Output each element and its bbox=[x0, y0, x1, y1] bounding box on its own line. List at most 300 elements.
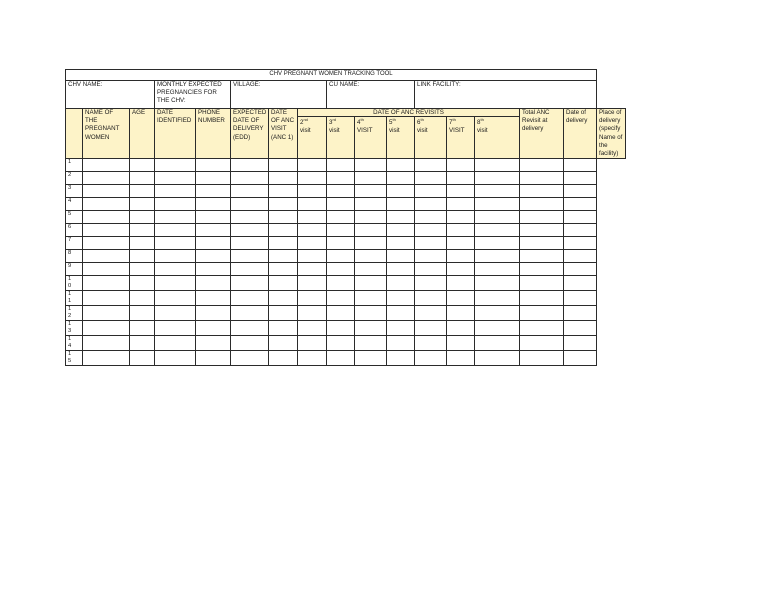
monthly-expected-field[interactable]: MONTHLY EXPECTED PREGNANCIES FOR THE CHV: bbox=[155, 81, 231, 109]
table-cell[interactable] bbox=[564, 159, 597, 172]
table-cell[interactable] bbox=[415, 237, 447, 250]
table-cell[interactable] bbox=[475, 263, 520, 276]
table-cell[interactable] bbox=[231, 336, 269, 351]
table-cell[interactable] bbox=[327, 291, 355, 306]
visit-word: visit bbox=[329, 127, 340, 135]
table-cell[interactable] bbox=[298, 159, 327, 172]
table-cell[interactable] bbox=[447, 263, 475, 276]
table-cell[interactable] bbox=[475, 198, 520, 211]
table-cell[interactable] bbox=[327, 321, 355, 336]
header-row-number bbox=[66, 109, 83, 159]
table-cell[interactable] bbox=[447, 185, 475, 198]
visit-ordinal: th bbox=[480, 116, 484, 122]
table-cell[interactable] bbox=[130, 224, 155, 237]
table-cell[interactable] bbox=[447, 321, 475, 336]
table-cell[interactable] bbox=[298, 263, 327, 276]
table-cell[interactable] bbox=[564, 237, 597, 250]
row-number: 1 3 bbox=[66, 321, 83, 336]
table-cell[interactable] bbox=[231, 185, 269, 198]
table-cell[interactable] bbox=[83, 351, 130, 366]
table-cell[interactable] bbox=[387, 336, 415, 351]
table-cell[interactable] bbox=[130, 336, 155, 351]
table-cell[interactable] bbox=[415, 172, 447, 185]
table-cell[interactable] bbox=[269, 321, 298, 336]
row-number: 1 bbox=[66, 159, 83, 172]
table-cell[interactable] bbox=[475, 159, 520, 172]
table-cell[interactable] bbox=[415, 250, 447, 263]
table-cell[interactable] bbox=[475, 336, 520, 351]
table-cell[interactable] bbox=[327, 198, 355, 211]
table-cell[interactable] bbox=[155, 211, 196, 224]
visit-ordinal: rd bbox=[332, 116, 337, 122]
table-cell[interactable] bbox=[155, 291, 196, 306]
header-visit-8 bbox=[475, 117, 520, 159]
table-cell[interactable] bbox=[387, 351, 415, 366]
table-cell[interactable] bbox=[355, 224, 387, 237]
table-cell[interactable] bbox=[327, 336, 355, 351]
table-cell[interactable] bbox=[83, 336, 130, 351]
visit-word: VISIT bbox=[449, 127, 465, 135]
table-cell[interactable] bbox=[447, 224, 475, 237]
table-cell[interactable] bbox=[447, 211, 475, 224]
table-cell[interactable] bbox=[327, 276, 355, 291]
table-cell[interactable] bbox=[327, 224, 355, 237]
table-cell[interactable] bbox=[155, 185, 196, 198]
table-cell[interactable] bbox=[520, 159, 564, 172]
row-number: 1 2 bbox=[66, 306, 83, 321]
table-cell[interactable] bbox=[475, 250, 520, 263]
table-cell[interactable] bbox=[155, 276, 196, 291]
table-cell[interactable] bbox=[387, 291, 415, 306]
table-cell[interactable] bbox=[475, 237, 520, 250]
table-cell[interactable] bbox=[327, 237, 355, 250]
table-cell[interactable] bbox=[355, 276, 387, 291]
table-row bbox=[66, 185, 626, 198]
table-cell[interactable] bbox=[231, 276, 269, 291]
table-cell[interactable] bbox=[520, 172, 564, 185]
table-cell[interactable] bbox=[564, 351, 597, 366]
table-cell[interactable] bbox=[83, 250, 130, 263]
table-cell[interactable] bbox=[327, 306, 355, 321]
table-cell[interactable] bbox=[520, 321, 564, 336]
table-cell[interactable] bbox=[475, 211, 520, 224]
table-cell[interactable] bbox=[415, 263, 447, 276]
row-number: 3 bbox=[66, 185, 83, 198]
table-cell[interactable] bbox=[355, 336, 387, 351]
table-cell[interactable] bbox=[520, 198, 564, 211]
table-cell[interactable] bbox=[269, 276, 298, 291]
table-cell[interactable] bbox=[196, 321, 231, 336]
table-cell[interactable] bbox=[387, 198, 415, 211]
table-cell[interactable] bbox=[155, 306, 196, 321]
table-cell[interactable] bbox=[387, 250, 415, 263]
table-cell[interactable] bbox=[298, 291, 327, 306]
table-cell[interactable] bbox=[447, 250, 475, 263]
table-cell[interactable] bbox=[387, 159, 415, 172]
table-cell[interactable] bbox=[564, 336, 597, 351]
row-number: 2 bbox=[66, 172, 83, 185]
visit-ordinal: th bbox=[452, 116, 456, 122]
table-cell[interactable] bbox=[155, 172, 196, 185]
table-cell[interactable] bbox=[196, 291, 231, 306]
table-row bbox=[66, 306, 626, 321]
table-cell[interactable] bbox=[298, 198, 327, 211]
header-visit-3 bbox=[327, 117, 355, 159]
table-cell[interactable] bbox=[564, 291, 597, 306]
table-cell[interactable] bbox=[327, 263, 355, 276]
table-cell[interactable] bbox=[355, 172, 387, 185]
visit-word: visit bbox=[300, 127, 311, 135]
table-cell[interactable] bbox=[269, 291, 298, 306]
visit-number: 5 bbox=[389, 119, 393, 127]
visit-ordinal: nd bbox=[303, 116, 308, 122]
chv-name-field[interactable]: CHV NAME: bbox=[66, 81, 155, 109]
table-cell[interactable] bbox=[196, 211, 231, 224]
row-number: 1 5 bbox=[66, 351, 83, 366]
table-cell[interactable] bbox=[564, 211, 597, 224]
link-facility-field[interactable]: LINK FACILITY: bbox=[415, 81, 597, 109]
table-row bbox=[66, 211, 626, 224]
table-cell[interactable] bbox=[231, 250, 269, 263]
header-age: AGE bbox=[130, 109, 155, 159]
table-cell[interactable] bbox=[415, 198, 447, 211]
table-cell[interactable] bbox=[520, 291, 564, 306]
table-cell[interactable] bbox=[155, 237, 196, 250]
table-cell[interactable] bbox=[231, 224, 269, 237]
table-cell[interactable] bbox=[83, 185, 130, 198]
table-cell[interactable] bbox=[269, 172, 298, 185]
header-place-delivery: Place of delivery (specify Name of the facility) bbox=[597, 109, 626, 159]
table-cell[interactable] bbox=[130, 198, 155, 211]
table-cell[interactable] bbox=[447, 159, 475, 172]
table-cell[interactable] bbox=[196, 224, 231, 237]
table-row bbox=[66, 263, 626, 276]
table-cell[interactable] bbox=[83, 172, 130, 185]
table-cell[interactable] bbox=[564, 321, 597, 336]
table-cell[interactable] bbox=[475, 306, 520, 321]
table-cell[interactable] bbox=[155, 336, 196, 351]
table-cell[interactable] bbox=[196, 263, 231, 276]
table-row bbox=[66, 250, 626, 263]
header-date-delivery: Date of delivery bbox=[564, 109, 597, 159]
table-cell[interactable] bbox=[415, 336, 447, 351]
table-cell[interactable] bbox=[387, 172, 415, 185]
table-cell[interactable] bbox=[130, 276, 155, 291]
table-cell[interactable] bbox=[520, 237, 564, 250]
table-cell[interactable] bbox=[130, 172, 155, 185]
table-cell[interactable] bbox=[269, 185, 298, 198]
row-number: 8 bbox=[66, 250, 83, 263]
table-cell[interactable] bbox=[447, 172, 475, 185]
sheet-title: CHV PREGNANT WOMEN TRACKING TOOL bbox=[66, 70, 597, 81]
table-cell[interactable] bbox=[387, 263, 415, 276]
row-number: 6 bbox=[66, 224, 83, 237]
table-row bbox=[66, 172, 626, 185]
table-row bbox=[66, 159, 626, 172]
table-cell[interactable] bbox=[415, 291, 447, 306]
table-row bbox=[66, 351, 626, 366]
table-cell[interactable] bbox=[355, 198, 387, 211]
table-cell[interactable] bbox=[475, 291, 520, 306]
table-cell[interactable] bbox=[355, 291, 387, 306]
row-number: 1 1 bbox=[66, 291, 83, 306]
visit-word: visit bbox=[417, 127, 428, 135]
table-cell[interactable] bbox=[155, 159, 196, 172]
table-cell[interactable] bbox=[415, 159, 447, 172]
table-cell[interactable] bbox=[447, 336, 475, 351]
table-cell[interactable] bbox=[355, 237, 387, 250]
table-cell[interactable] bbox=[298, 351, 327, 366]
row-number: 1 0 bbox=[66, 276, 83, 291]
table-row bbox=[66, 291, 626, 306]
table-cell[interactable] bbox=[130, 211, 155, 224]
table-cell[interactable] bbox=[83, 276, 130, 291]
table-cell[interactable] bbox=[155, 224, 196, 237]
table-cell[interactable] bbox=[520, 306, 564, 321]
table-cell[interactable] bbox=[564, 224, 597, 237]
table-cell[interactable] bbox=[387, 306, 415, 321]
table-cell[interactable] bbox=[564, 276, 597, 291]
table-cell[interactable] bbox=[415, 276, 447, 291]
village-field[interactable]: VILLAGE: bbox=[231, 81, 327, 109]
cu-name-field[interactable]: CU NAME: bbox=[327, 81, 415, 109]
table-cell[interactable] bbox=[355, 351, 387, 366]
visit-number: 7 bbox=[449, 119, 453, 127]
table-cell[interactable] bbox=[475, 185, 520, 198]
table-cell[interactable] bbox=[196, 351, 231, 366]
table-cell[interactable] bbox=[269, 237, 298, 250]
table-cell[interactable] bbox=[83, 237, 130, 250]
table-cell[interactable] bbox=[355, 211, 387, 224]
table-cell[interactable] bbox=[298, 237, 327, 250]
tracking-sheet bbox=[65, 69, 626, 366]
table-cell[interactable] bbox=[298, 306, 327, 321]
table-cell[interactable] bbox=[387, 211, 415, 224]
table-cell[interactable] bbox=[231, 306, 269, 321]
table-cell[interactable] bbox=[130, 159, 155, 172]
table-cell[interactable] bbox=[269, 224, 298, 237]
table-cell[interactable] bbox=[155, 351, 196, 366]
table-row bbox=[66, 276, 626, 291]
table-cell[interactable] bbox=[298, 185, 327, 198]
table-cell[interactable] bbox=[83, 263, 130, 276]
table-cell[interactable] bbox=[447, 351, 475, 366]
tracking-table bbox=[65, 69, 626, 366]
table-cell[interactable] bbox=[387, 185, 415, 198]
table-cell[interactable] bbox=[520, 351, 564, 366]
header-visit-2 bbox=[298, 117, 327, 159]
header-first-anc: DATE OF ANC VISIT (ANC 1) bbox=[269, 109, 298, 159]
header-name: NAME OF THE PREGNANT WOMEN bbox=[83, 109, 130, 159]
table-cell[interactable] bbox=[475, 351, 520, 366]
table-row bbox=[66, 224, 626, 237]
visit-ordinal: th bbox=[420, 116, 424, 122]
table-cell[interactable] bbox=[327, 250, 355, 263]
table-cell[interactable] bbox=[83, 224, 130, 237]
table-cell[interactable] bbox=[520, 185, 564, 198]
header-visit-4 bbox=[355, 117, 387, 159]
table-cell[interactable] bbox=[355, 159, 387, 172]
header-visit-6 bbox=[415, 117, 447, 159]
table-cell[interactable] bbox=[298, 224, 327, 237]
table-cell[interactable] bbox=[298, 336, 327, 351]
table-row bbox=[66, 321, 626, 336]
table-cell[interactable] bbox=[269, 250, 298, 263]
table-cell[interactable] bbox=[231, 351, 269, 366]
table-cell[interactable] bbox=[564, 172, 597, 185]
table-cell[interactable] bbox=[520, 276, 564, 291]
table-cell[interactable] bbox=[196, 276, 231, 291]
table-cell[interactable] bbox=[231, 159, 269, 172]
table-cell[interactable] bbox=[130, 263, 155, 276]
table-cell[interactable] bbox=[298, 172, 327, 185]
table-cell[interactable] bbox=[415, 321, 447, 336]
table-cell[interactable] bbox=[298, 321, 327, 336]
table-cell[interactable] bbox=[475, 321, 520, 336]
table-cell[interactable] bbox=[130, 351, 155, 366]
table-cell[interactable] bbox=[327, 351, 355, 366]
table-cell[interactable] bbox=[355, 306, 387, 321]
table-cell[interactable] bbox=[269, 159, 298, 172]
table-cell[interactable] bbox=[231, 291, 269, 306]
table-cell[interactable] bbox=[520, 336, 564, 351]
table-cell[interactable] bbox=[520, 263, 564, 276]
table-cell[interactable] bbox=[415, 306, 447, 321]
visit-number: 3 bbox=[329, 119, 333, 127]
table-cell[interactable] bbox=[327, 172, 355, 185]
visit-number: 2 bbox=[300, 119, 304, 127]
visit-word: visit bbox=[389, 127, 400, 135]
table-cell[interactable] bbox=[269, 198, 298, 211]
table-cell[interactable] bbox=[387, 321, 415, 336]
header-visit-5 bbox=[387, 117, 415, 159]
table-cell[interactable] bbox=[475, 276, 520, 291]
table-cell[interactable] bbox=[475, 172, 520, 185]
table-cell[interactable] bbox=[269, 336, 298, 351]
visit-word: VISIT bbox=[357, 127, 373, 135]
row-number: 9 bbox=[66, 263, 83, 276]
table-cell[interactable] bbox=[387, 224, 415, 237]
header-total-anc: Total ANC Revisit at delivery bbox=[520, 109, 564, 159]
table-cell[interactable] bbox=[355, 321, 387, 336]
table-cell[interactable] bbox=[83, 321, 130, 336]
table-cell[interactable] bbox=[196, 159, 231, 172]
table-cell[interactable] bbox=[415, 211, 447, 224]
row-number: 5 bbox=[66, 211, 83, 224]
table-cell[interactable] bbox=[520, 224, 564, 237]
table-cell[interactable] bbox=[355, 250, 387, 263]
table-cell[interactable] bbox=[231, 237, 269, 250]
table-cell[interactable] bbox=[231, 321, 269, 336]
table-cell[interactable] bbox=[155, 198, 196, 211]
table-row bbox=[66, 198, 626, 211]
table-cell[interactable] bbox=[520, 250, 564, 263]
table-cell[interactable] bbox=[130, 185, 155, 198]
table-cell[interactable] bbox=[415, 351, 447, 366]
table-cell[interactable] bbox=[355, 185, 387, 198]
table-cell[interactable] bbox=[298, 211, 327, 224]
table-cell[interactable] bbox=[196, 198, 231, 211]
table-cell[interactable] bbox=[564, 250, 597, 263]
visit-number: 8 bbox=[477, 119, 481, 127]
header-date-identified: DATE IDENTIFIED bbox=[155, 109, 196, 159]
header-visit-7 bbox=[447, 117, 475, 159]
table-cell[interactable] bbox=[130, 321, 155, 336]
table-cell[interactable] bbox=[387, 276, 415, 291]
table-cell[interactable] bbox=[231, 211, 269, 224]
table-cell[interactable] bbox=[415, 185, 447, 198]
table-cell[interactable] bbox=[415, 224, 447, 237]
table-cell[interactable] bbox=[83, 198, 130, 211]
table-cell[interactable] bbox=[269, 211, 298, 224]
visit-number: 6 bbox=[417, 119, 421, 127]
table-cell[interactable] bbox=[564, 306, 597, 321]
table-cell[interactable] bbox=[298, 250, 327, 263]
table-cell[interactable] bbox=[231, 263, 269, 276]
table-cell[interactable] bbox=[327, 185, 355, 198]
table-cell[interactable] bbox=[447, 291, 475, 306]
table-cell[interactable] bbox=[327, 211, 355, 224]
table-cell[interactable] bbox=[447, 237, 475, 250]
table-cell[interactable] bbox=[130, 306, 155, 321]
table-cell[interactable] bbox=[196, 306, 231, 321]
table-cell[interactable] bbox=[83, 306, 130, 321]
row-number: 7 bbox=[66, 237, 83, 250]
table-row bbox=[66, 237, 626, 250]
table-cell[interactable] bbox=[130, 291, 155, 306]
table-cell[interactable] bbox=[231, 198, 269, 211]
table-cell[interactable] bbox=[155, 250, 196, 263]
table-cell[interactable] bbox=[447, 198, 475, 211]
header-anc-revisits: DATE OF ANC REVISITS bbox=[298, 109, 520, 117]
table-cell[interactable] bbox=[231, 172, 269, 185]
table-cell[interactable] bbox=[269, 351, 298, 366]
table-cell[interactable] bbox=[447, 276, 475, 291]
table-cell[interactable] bbox=[327, 159, 355, 172]
table-cell[interactable] bbox=[83, 211, 130, 224]
table-cell[interactable] bbox=[196, 250, 231, 263]
table-cell[interactable] bbox=[269, 306, 298, 321]
header-phone: PHONE NUMBER bbox=[196, 109, 231, 159]
row-number: 1 4 bbox=[66, 336, 83, 351]
table-cell[interactable] bbox=[269, 263, 298, 276]
visit-ordinal: th bbox=[360, 116, 364, 122]
table-cell[interactable] bbox=[130, 250, 155, 263]
table-cell[interactable] bbox=[196, 336, 231, 351]
table-cell[interactable] bbox=[564, 185, 597, 198]
row-number: 4 bbox=[66, 198, 83, 211]
table-cell[interactable] bbox=[196, 237, 231, 250]
table-cell[interactable] bbox=[155, 263, 196, 276]
table-cell[interactable] bbox=[564, 263, 597, 276]
table-cell[interactable] bbox=[298, 276, 327, 291]
table-cell[interactable] bbox=[447, 306, 475, 321]
table-cell[interactable] bbox=[355, 263, 387, 276]
table-cell[interactable] bbox=[520, 211, 564, 224]
table-cell[interactable] bbox=[387, 237, 415, 250]
table-cell[interactable] bbox=[475, 224, 520, 237]
table-cell[interactable] bbox=[196, 172, 231, 185]
visit-ordinal: th bbox=[392, 116, 396, 122]
table-cell[interactable] bbox=[83, 159, 130, 172]
table-cell[interactable] bbox=[83, 291, 130, 306]
table-cell[interactable] bbox=[564, 198, 597, 211]
table-cell[interactable] bbox=[155, 321, 196, 336]
visit-number: 4 bbox=[357, 119, 361, 127]
table-cell[interactable] bbox=[130, 237, 155, 250]
table-row bbox=[66, 336, 626, 351]
table-cell[interactable] bbox=[196, 185, 231, 198]
